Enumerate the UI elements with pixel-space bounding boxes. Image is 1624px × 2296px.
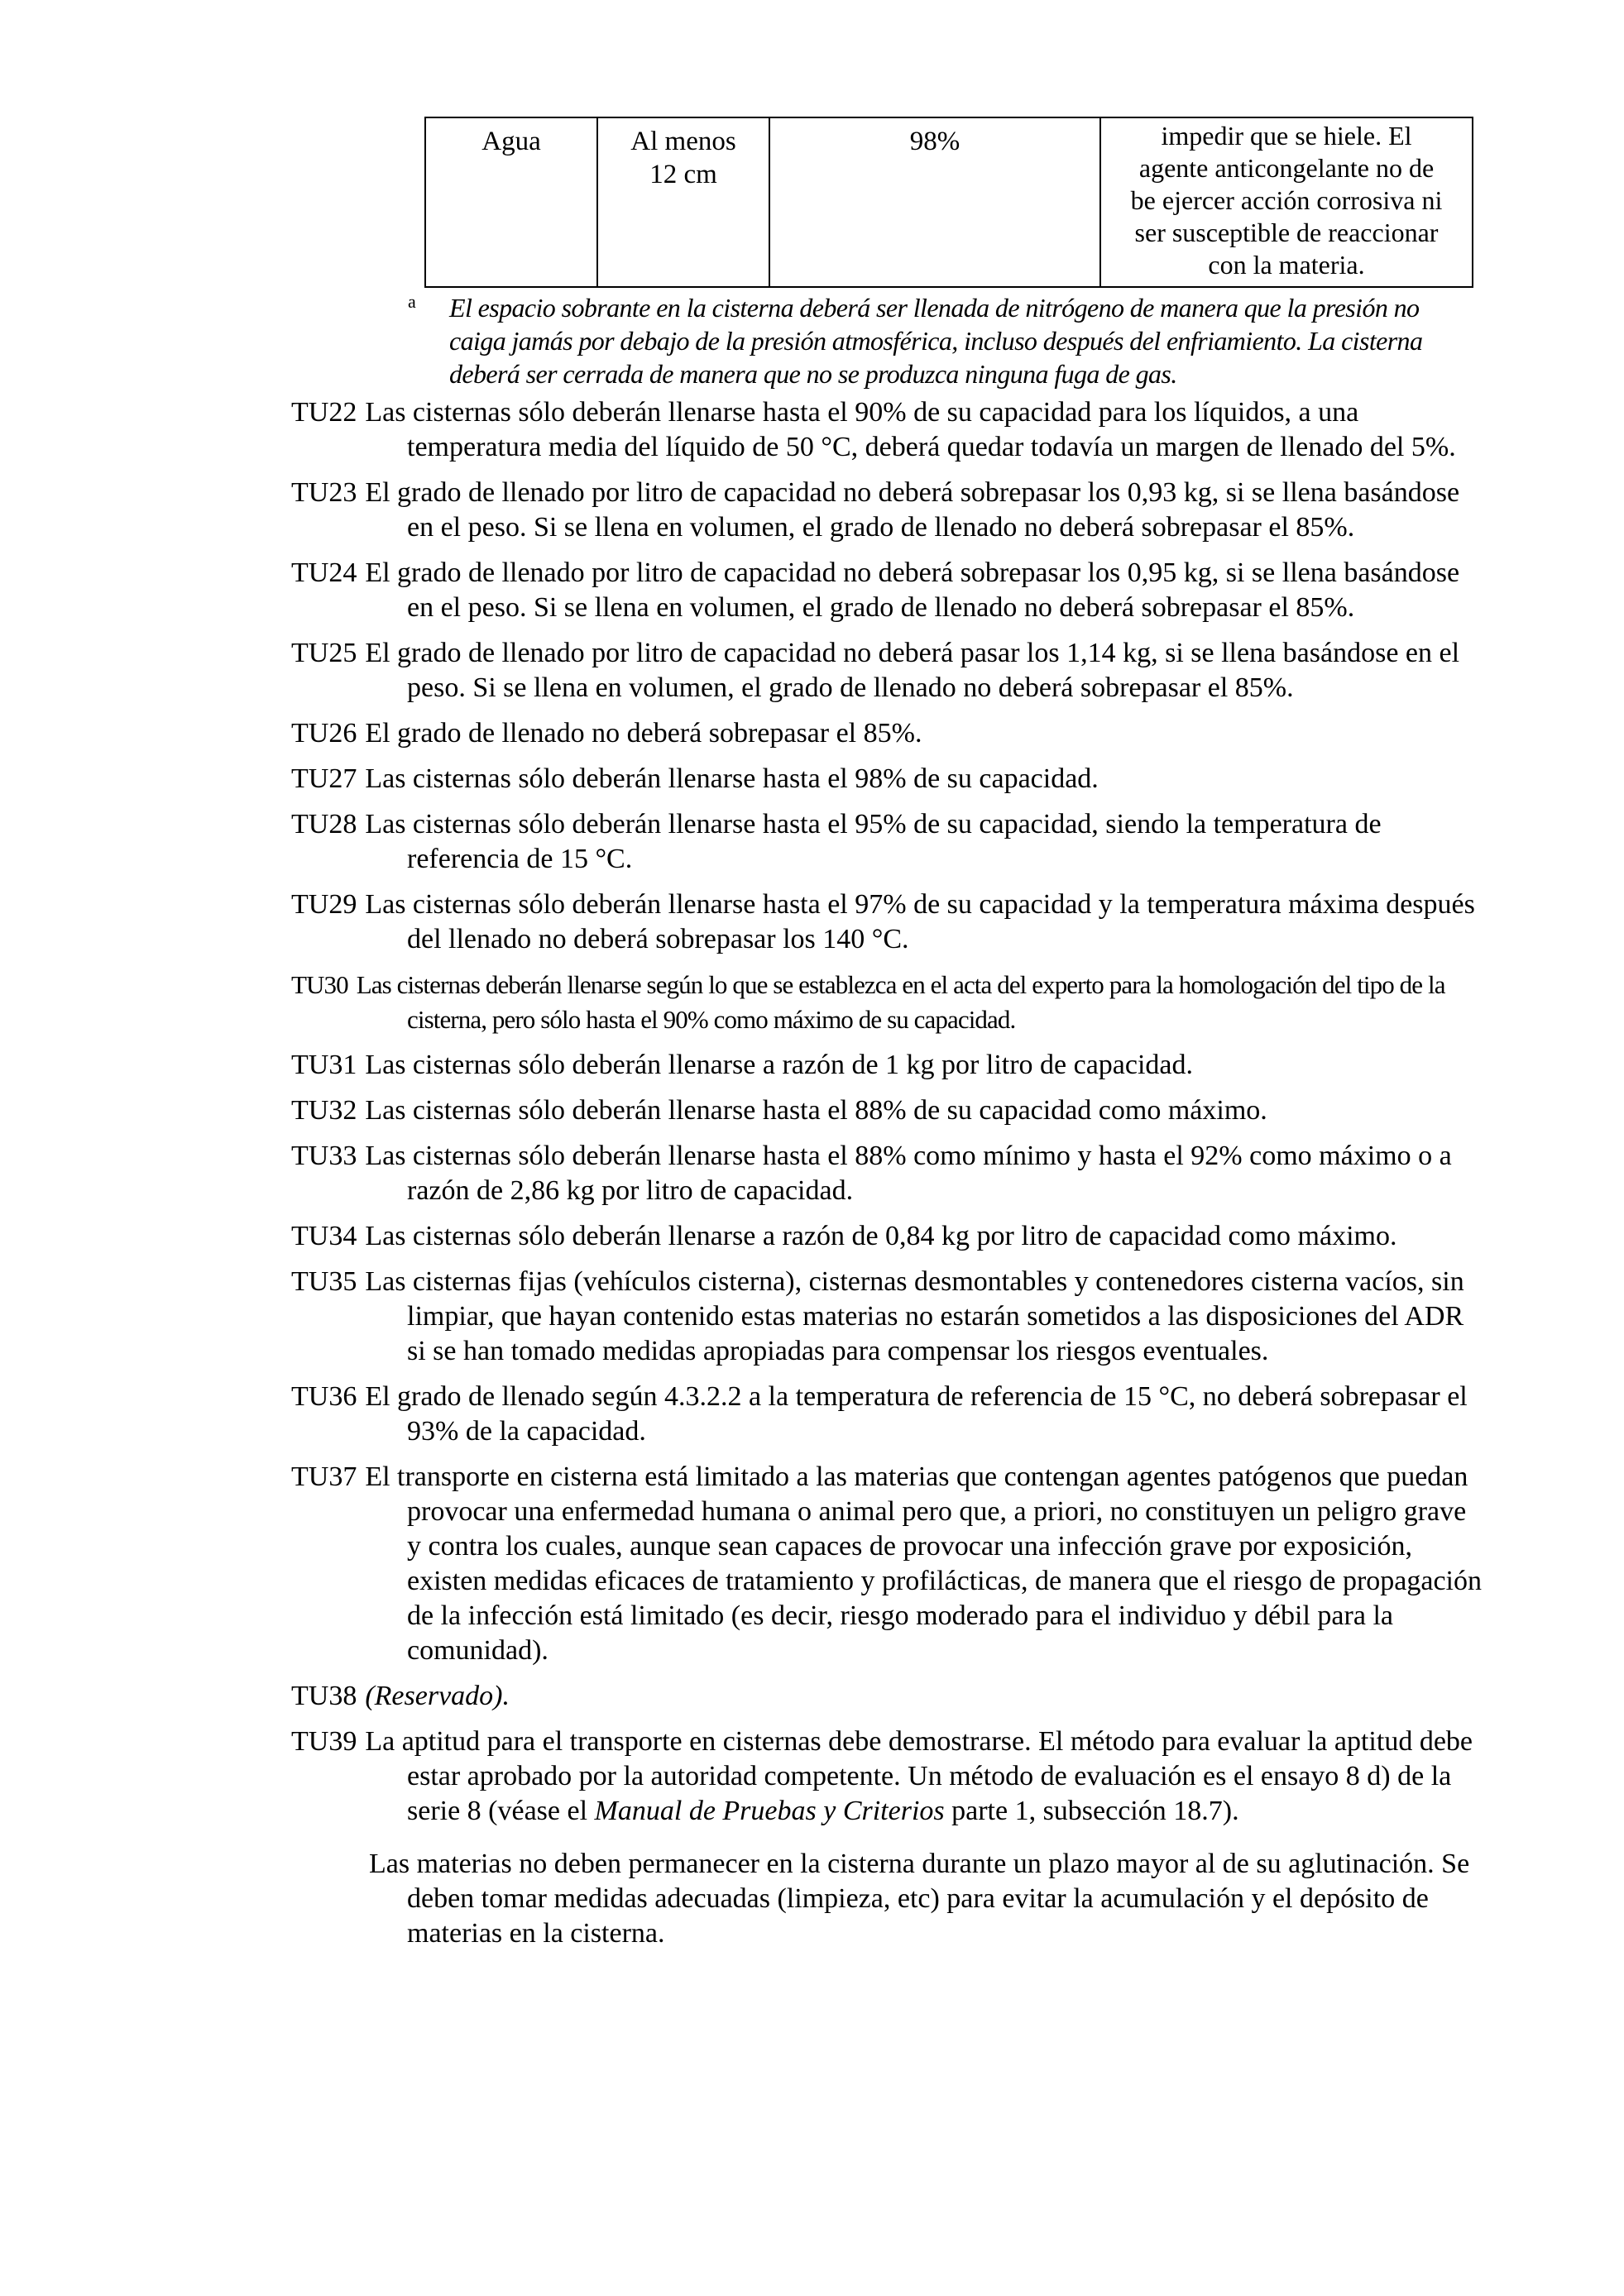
tu29-paragraph	[291, 887, 1483, 957]
provision-text: Las cisternas sólo deberán llenarse hasta el 95% de su capacidad, siendo la temperatura de referencia de 15 °C.	[365, 809, 1382, 874]
provision-text: El grado de llenado no deberá sobrepasar el 85%.	[365, 718, 922, 749]
table-row	[425, 117, 1473, 287]
provision-text-end: parte 1, subsección 18.7).	[944, 1796, 1239, 1826]
tu37-paragraph	[291, 1460, 1483, 1668]
provision-code: TU25	[291, 638, 357, 668]
provision-code: TU24	[291, 557, 357, 588]
tu22-paragraph	[291, 395, 1483, 465]
provision-text: El grado de llenado por litro de capacidad no deberá sobrepasar los 0,93 kg, si se llena basándose en el peso. Si se llena en volumen, el grado de llenado no deberá sobrepasar el 85%.	[365, 477, 1460, 543]
provision-code: TU28	[291, 809, 357, 839]
tank-requirements-table-fragment	[424, 117, 1473, 288]
provision-code: TU37	[291, 1461, 357, 1492]
provision-code: TU23	[291, 477, 357, 508]
provision-text: Las cisternas sólo deberán llenarse hasta el 88% de su capacidad como máximo.	[365, 1095, 1267, 1126]
tu34-paragraph	[291, 1219, 1483, 1254]
provision-code: TU38	[291, 1681, 357, 1711]
tu39-paragraph	[291, 1724, 1483, 1829]
table-cell-depth: Al menos 12 cm	[597, 117, 769, 287]
provision-text: Las cisternas sólo deberán llenarse hasta el 98% de su capacidad.	[365, 763, 1099, 794]
tu23-paragraph	[291, 476, 1483, 545]
tu24-paragraph	[291, 556, 1483, 625]
footnote-marker: a	[408, 291, 416, 312]
provision-text: El grado de llenado según 4.3.2.2 a la temperatura de referencia de 15 °C, no deberá sobrepasar el 93% de la capacidad.	[365, 1381, 1468, 1447]
provision-text: El transporte en cisterna está limitado a las materias que contengan agentes patógenos que puedan provocar una enfermedad humana o animal pero que, a priori, no constituyen un peligro grave y contra los cuales, aunque sean capaces de provocar una infección grave por exposición, existen medidas eficaces de tratamiento y profilácticas, de manera que el riesgo de propagación de la infección está limitado (es decir, riesgo moderado para el individuo y débil para la comunidad).	[365, 1461, 1482, 1666]
provision-code: TU39	[291, 1726, 357, 1757]
provision-code: TU30	[291, 970, 348, 999]
provision-text: Las cisternas deberán llenarse según lo que se establezca en el acta del experto para la homologación del tipo de la cisterna, pero sólo hasta el 90% como máximo de su capacidad.	[356, 970, 1445, 1034]
tu31-paragraph	[291, 1048, 1483, 1083]
tu38-paragraph	[291, 1679, 1483, 1714]
provision-code: TU31	[291, 1050, 357, 1080]
provision-code: TU35	[291, 1266, 357, 1297]
tu-provisions-list	[291, 395, 1483, 1962]
provision-code: TU36	[291, 1381, 357, 1412]
provision-text: Las cisternas sólo deberán llenarse hasta el 90% de su capacidad para los líquidos, a una temperatura media del líquido de 50 °C, deberá quedar todavía un margen de llenado del 5%.	[365, 397, 1456, 462]
provision-text: Las cisternas sólo deberán llenarse hasta el 97% de su capacidad y la temperatura máxima después del llenado no deberá sobrepasar los 140 °C.	[365, 889, 1475, 954]
tu35-paragraph	[291, 1265, 1483, 1369]
provision-code: TU34	[291, 1221, 357, 1251]
provision-text: Las cisternas sólo deberán llenarse a razón de 1 kg por litro de capacidad.	[365, 1050, 1194, 1080]
provision-code: TU22	[291, 397, 357, 428]
provision-text: Las cisternas sólo deberán llenarse hasta el 88% como mínimo y hasta el 92% como máximo o a razón de 2,86 kg por litro de capacidad.	[365, 1141, 1452, 1206]
provision-code: TU33	[291, 1141, 357, 1171]
tu26-paragraph	[291, 716, 1483, 751]
tu28-paragraph	[291, 807, 1483, 877]
provision-code: TU27	[291, 763, 357, 794]
tu30-paragraph	[291, 968, 1483, 1037]
tu36-paragraph	[291, 1380, 1483, 1449]
manual-title-reference: Manual de Pruebas y Criterios	[594, 1796, 945, 1826]
provision-text: Las cisternas sólo deberán llenarse a razón de 0,84 kg por litro de capacidad como máximo.	[365, 1221, 1397, 1251]
provision-code: TU32	[291, 1095, 357, 1126]
table-cell-substance: Agua	[425, 117, 597, 287]
tu33-paragraph	[291, 1139, 1483, 1208]
provision-text: El grado de llenado por litro de capacidad no deberá sobrepasar los 0,95 kg, si se llena basándose en el peso. Si se llena en volumen, el grado de llenado no deberá sobrepasar el 85%.	[365, 557, 1460, 623]
tu27-paragraph	[291, 762, 1483, 796]
provision-text: La aptitud para el transporte en cisternas debe demostrarse. El método para evaluar la aptitud debe estar aprobado por la autoridad competente. Un método de evaluación es el ensayo 8 d) de la serie 8 (véase el	[365, 1726, 1473, 1826]
provision-code: TU29	[291, 889, 357, 920]
provision-text: (Reservado).	[365, 1681, 510, 1711]
tu25-paragraph	[291, 636, 1483, 706]
provision-text: Las cisternas fijas (vehículos cisterna), cisternas desmontables y contenedores cisterna vacíos, sin limpiar, que hayan contenido estas materias no estarán sometidos a las disposiciones del ADR si se han tomado medidas apropiadas para compensar los riesgos eventuales.	[365, 1266, 1464, 1366]
provision-text: El grado de llenado por litro de capacidad no deberá pasar los 1,14 kg, si se llena basándose en el peso. Si se llena en volumen, el grado de llenado no deberá sobrepasar el 85%.	[365, 638, 1460, 703]
footnote-text: El espacio sobrante en la cisterna deberá ser llenada de nitrógeno de manera que la presión no caiga jamás por debajo de la presión atmosférica, incluso después del enfriamiento. La cisterna deberá ser cerrada de manera que no se produzca ninguna fuga de gas.	[449, 293, 1423, 389]
provision-code: TU26	[291, 718, 357, 749]
table-cell-notes: impedir que se hiele. El agente anticongelante no de be ejercer acción corrosiva ni ser susceptible de reaccionar con la materia.	[1100, 117, 1473, 287]
table-cell-percentage: 98%	[769, 117, 1100, 287]
tu32-paragraph	[291, 1093, 1483, 1128]
tu39-continuation-paragraph: Las materias no deben permanecer en la cisterna durante un plazo mayor al de su aglutinación. Se deben tomar medidas adecuadas (limpieza, etc) para evitar la acumulación y el depósito de materias en la cisterna.	[369, 1849, 1470, 1949]
